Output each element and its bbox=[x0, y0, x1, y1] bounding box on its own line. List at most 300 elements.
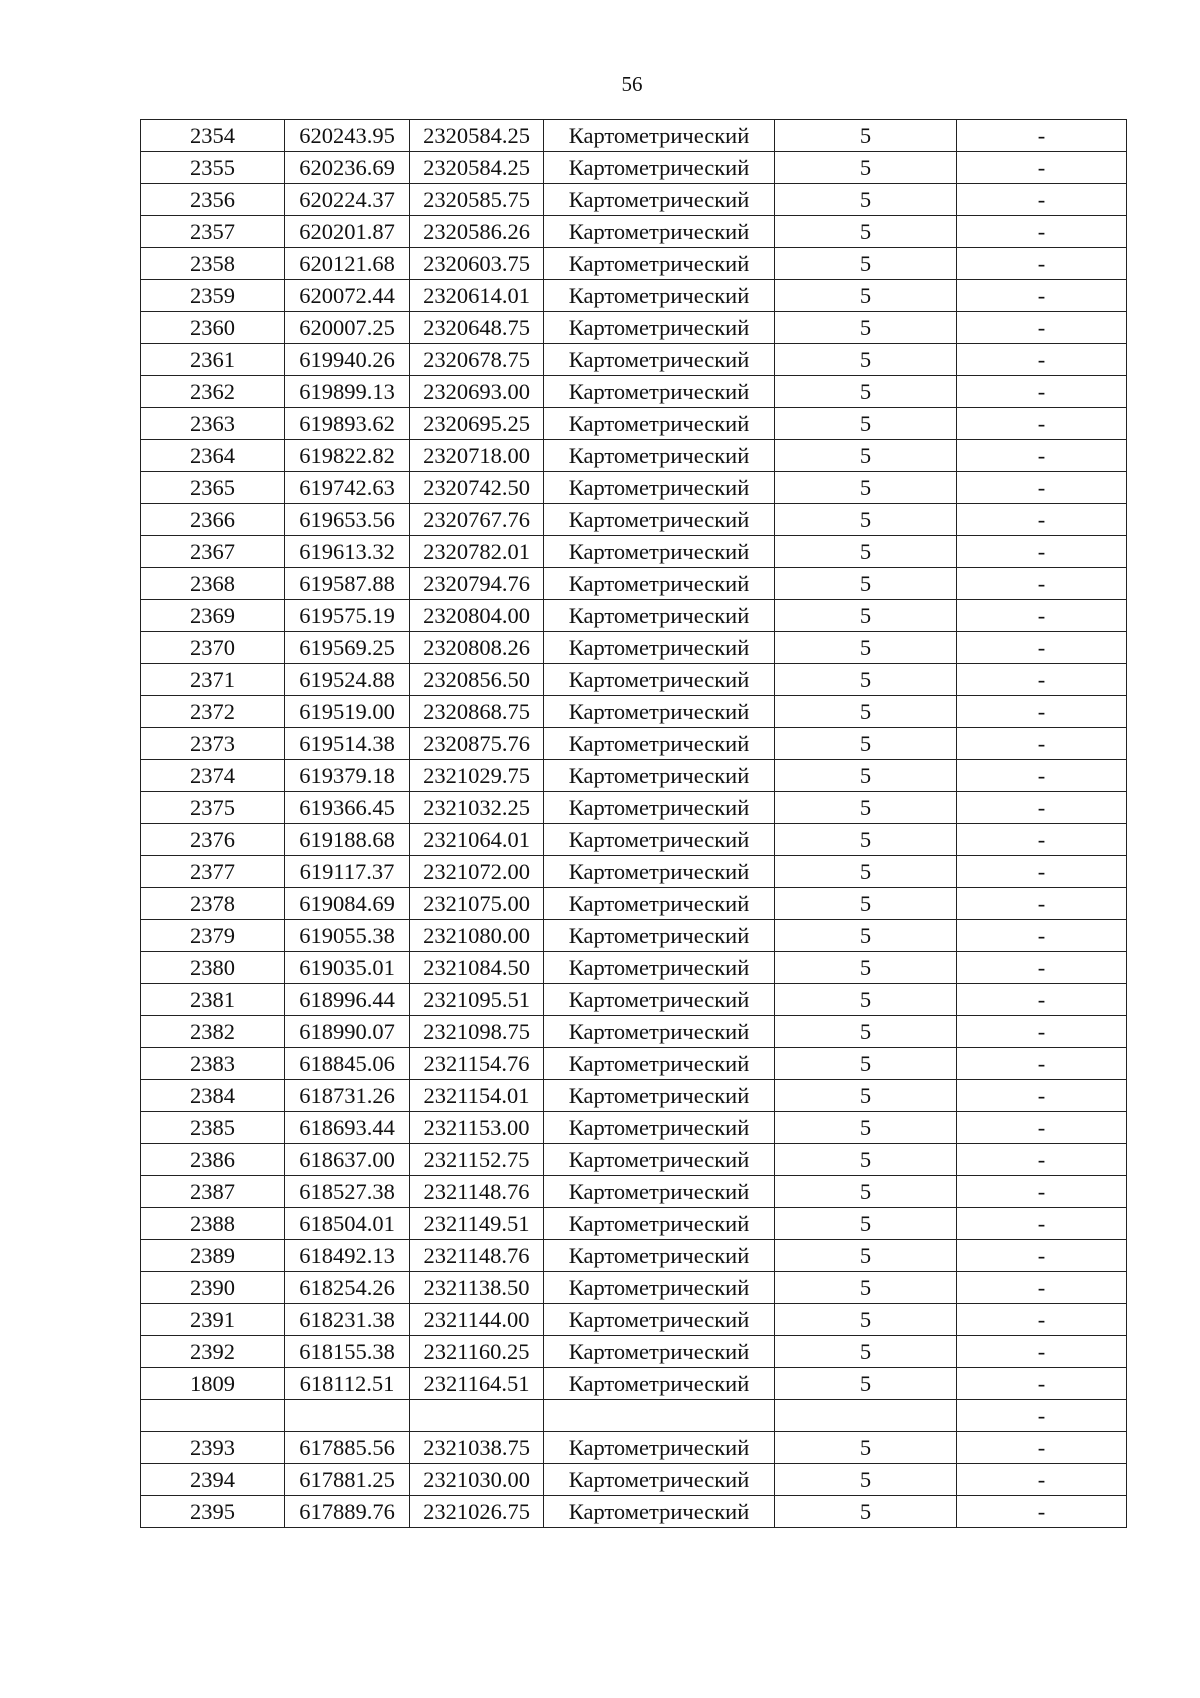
accuracy-cell: 5 bbox=[775, 1080, 957, 1112]
table-row bbox=[141, 152, 1127, 184]
table-row bbox=[141, 920, 1127, 952]
point-number-cell: 2393 bbox=[141, 1432, 285, 1464]
x-coordinate-cell: 619379.18 bbox=[285, 760, 410, 792]
y-coordinate-cell: 2320856.50 bbox=[410, 664, 544, 696]
method-cell: Картометрический bbox=[544, 1272, 775, 1304]
y-coordinate-cell: 2321080.00 bbox=[410, 920, 544, 952]
point-number-cell: 2361 bbox=[141, 344, 285, 376]
x-coordinate-cell: 618492.13 bbox=[285, 1240, 410, 1272]
coordinates-table bbox=[140, 119, 1127, 1528]
table-body bbox=[141, 120, 1127, 1528]
note-cell: - bbox=[957, 1208, 1127, 1240]
note-cell: - bbox=[957, 1400, 1127, 1432]
y-coordinate-cell: 2321095.51 bbox=[410, 984, 544, 1016]
method-cell: Картометрический bbox=[544, 632, 775, 664]
note-cell: - bbox=[957, 440, 1127, 472]
table-row bbox=[141, 1048, 1127, 1080]
point-number-cell: 2380 bbox=[141, 952, 285, 984]
table-row bbox=[141, 312, 1127, 344]
accuracy-cell: 5 bbox=[775, 440, 957, 472]
page-number: 56 bbox=[621, 72, 643, 96]
point-number-cell: 2365 bbox=[141, 472, 285, 504]
table-row bbox=[141, 120, 1127, 152]
accuracy-cell: 5 bbox=[775, 824, 957, 856]
point-number-cell: 2390 bbox=[141, 1272, 285, 1304]
accuracy-cell: 5 bbox=[775, 568, 957, 600]
x-coordinate-cell: 618693.44 bbox=[285, 1112, 410, 1144]
y-coordinate-cell: 2321149.51 bbox=[410, 1208, 544, 1240]
table-row bbox=[141, 472, 1127, 504]
point-number-cell: 2383 bbox=[141, 1048, 285, 1080]
method-cell: Картометрический bbox=[544, 152, 775, 184]
accuracy-cell: 5 bbox=[775, 312, 957, 344]
x-coordinate-cell: 619893.62 bbox=[285, 408, 410, 440]
accuracy-cell: 5 bbox=[775, 1240, 957, 1272]
accuracy-cell: 5 bbox=[775, 376, 957, 408]
table-row bbox=[141, 1496, 1127, 1528]
y-coordinate-cell: 2321098.75 bbox=[410, 1016, 544, 1048]
point-number-cell: 2389 bbox=[141, 1240, 285, 1272]
point-number-cell: 2377 bbox=[141, 856, 285, 888]
x-coordinate-cell: 619188.68 bbox=[285, 824, 410, 856]
point-number-cell: 2391 bbox=[141, 1304, 285, 1336]
note-cell: - bbox=[957, 1112, 1127, 1144]
x-coordinate-cell bbox=[285, 1400, 410, 1432]
x-coordinate-cell: 619899.13 bbox=[285, 376, 410, 408]
table-row bbox=[141, 1368, 1127, 1400]
table-row bbox=[141, 408, 1127, 440]
accuracy-cell bbox=[775, 1400, 957, 1432]
method-cell: Картометрический bbox=[544, 216, 775, 248]
method-cell: Картометрический bbox=[544, 1304, 775, 1336]
accuracy-cell: 5 bbox=[775, 1016, 957, 1048]
note-cell: - bbox=[957, 472, 1127, 504]
point-number-cell: 2376 bbox=[141, 824, 285, 856]
table-row bbox=[141, 1016, 1127, 1048]
y-coordinate-cell: 2320808.26 bbox=[410, 632, 544, 664]
x-coordinate-cell: 617885.56 bbox=[285, 1432, 410, 1464]
method-cell: Картометрический bbox=[544, 824, 775, 856]
y-coordinate-cell: 2321148.76 bbox=[410, 1176, 544, 1208]
table-row bbox=[141, 1464, 1127, 1496]
x-coordinate-cell: 618112.51 bbox=[285, 1368, 410, 1400]
x-coordinate-cell: 620072.44 bbox=[285, 280, 410, 312]
accuracy-cell: 5 bbox=[775, 248, 957, 280]
note-cell: - bbox=[957, 248, 1127, 280]
point-number-cell: 2374 bbox=[141, 760, 285, 792]
note-cell: - bbox=[957, 824, 1127, 856]
x-coordinate-cell: 619742.63 bbox=[285, 472, 410, 504]
point-number-cell bbox=[141, 1400, 285, 1432]
y-coordinate-cell bbox=[410, 1400, 544, 1432]
y-coordinate-cell: 2321164.51 bbox=[410, 1368, 544, 1400]
accuracy-cell: 5 bbox=[775, 536, 957, 568]
x-coordinate-cell: 618527.38 bbox=[285, 1176, 410, 1208]
table-row bbox=[141, 856, 1127, 888]
x-coordinate-cell: 620236.69 bbox=[285, 152, 410, 184]
method-cell: Картометрический bbox=[544, 1464, 775, 1496]
table-row bbox=[141, 1400, 1127, 1432]
y-coordinate-cell: 2320794.76 bbox=[410, 568, 544, 600]
y-coordinate-cell: 2320586.26 bbox=[410, 216, 544, 248]
y-coordinate-cell: 2321154.01 bbox=[410, 1080, 544, 1112]
table-row bbox=[141, 440, 1127, 472]
point-number-cell: 2372 bbox=[141, 696, 285, 728]
table-row bbox=[141, 504, 1127, 536]
note-cell: - bbox=[957, 952, 1127, 984]
accuracy-cell: 5 bbox=[775, 1272, 957, 1304]
table-row bbox=[141, 1080, 1127, 1112]
note-cell: - bbox=[957, 760, 1127, 792]
method-cell: Картометрический bbox=[544, 536, 775, 568]
table-row bbox=[141, 696, 1127, 728]
method-cell: Картометрический bbox=[544, 760, 775, 792]
method-cell: Картометрический bbox=[544, 1080, 775, 1112]
y-coordinate-cell: 2321072.00 bbox=[410, 856, 544, 888]
point-number-cell: 2363 bbox=[141, 408, 285, 440]
point-number-cell: 2385 bbox=[141, 1112, 285, 1144]
accuracy-cell: 5 bbox=[775, 632, 957, 664]
accuracy-cell: 5 bbox=[775, 280, 957, 312]
y-coordinate-cell: 2321029.75 bbox=[410, 760, 544, 792]
method-cell: Картометрический bbox=[544, 1112, 775, 1144]
point-number-cell: 2373 bbox=[141, 728, 285, 760]
note-cell: - bbox=[957, 632, 1127, 664]
point-number-cell: 2364 bbox=[141, 440, 285, 472]
table-row bbox=[141, 568, 1127, 600]
y-coordinate-cell: 2320804.00 bbox=[410, 600, 544, 632]
table-row bbox=[141, 664, 1127, 696]
accuracy-cell: 5 bbox=[775, 1368, 957, 1400]
method-cell: Картометрический bbox=[544, 440, 775, 472]
accuracy-cell: 5 bbox=[775, 888, 957, 920]
y-coordinate-cell: 2321152.75 bbox=[410, 1144, 544, 1176]
note-cell: - bbox=[957, 152, 1127, 184]
accuracy-cell: 5 bbox=[775, 120, 957, 152]
table-row bbox=[141, 1176, 1127, 1208]
x-coordinate-cell: 619613.32 bbox=[285, 536, 410, 568]
y-coordinate-cell: 2321153.00 bbox=[410, 1112, 544, 1144]
point-number-cell: 2392 bbox=[141, 1336, 285, 1368]
y-coordinate-cell: 2320693.00 bbox=[410, 376, 544, 408]
accuracy-cell: 5 bbox=[775, 1048, 957, 1080]
method-cell: Картометрический bbox=[544, 696, 775, 728]
y-coordinate-cell: 2320868.75 bbox=[410, 696, 544, 728]
accuracy-cell: 5 bbox=[775, 728, 957, 760]
x-coordinate-cell: 619653.56 bbox=[285, 504, 410, 536]
table-row bbox=[141, 248, 1127, 280]
note-cell: - bbox=[957, 728, 1127, 760]
point-number-cell: 2358 bbox=[141, 248, 285, 280]
x-coordinate-cell: 619940.26 bbox=[285, 344, 410, 376]
table-row bbox=[141, 888, 1127, 920]
x-coordinate-cell: 620243.95 bbox=[285, 120, 410, 152]
method-cell: Картометрический bbox=[544, 1368, 775, 1400]
x-coordinate-cell: 618996.44 bbox=[285, 984, 410, 1016]
table-row bbox=[141, 1240, 1127, 1272]
y-coordinate-cell: 2321038.75 bbox=[410, 1432, 544, 1464]
note-cell: - bbox=[957, 1464, 1127, 1496]
accuracy-cell: 5 bbox=[775, 856, 957, 888]
accuracy-cell: 5 bbox=[775, 408, 957, 440]
method-cell: Картометрический bbox=[544, 1016, 775, 1048]
y-coordinate-cell: 2321075.00 bbox=[410, 888, 544, 920]
note-cell: - bbox=[957, 1080, 1127, 1112]
accuracy-cell: 5 bbox=[775, 792, 957, 824]
note-cell: - bbox=[957, 1016, 1127, 1048]
y-coordinate-cell: 2320585.75 bbox=[410, 184, 544, 216]
note-cell: - bbox=[957, 120, 1127, 152]
accuracy-cell: 5 bbox=[775, 504, 957, 536]
note-cell: - bbox=[957, 376, 1127, 408]
method-cell: Картометрический bbox=[544, 856, 775, 888]
x-coordinate-cell: 620007.25 bbox=[285, 312, 410, 344]
accuracy-cell: 5 bbox=[775, 1144, 957, 1176]
note-cell: - bbox=[957, 1432, 1127, 1464]
x-coordinate-cell: 620224.37 bbox=[285, 184, 410, 216]
table-row bbox=[141, 376, 1127, 408]
method-cell: Картометрический bbox=[544, 1336, 775, 1368]
note-cell: - bbox=[957, 696, 1127, 728]
accuracy-cell: 5 bbox=[775, 760, 957, 792]
note-cell: - bbox=[957, 344, 1127, 376]
accuracy-cell: 5 bbox=[775, 152, 957, 184]
y-coordinate-cell: 2320742.50 bbox=[410, 472, 544, 504]
x-coordinate-cell: 618845.06 bbox=[285, 1048, 410, 1080]
method-cell bbox=[544, 1400, 775, 1432]
y-coordinate-cell: 2320767.76 bbox=[410, 504, 544, 536]
note-cell: - bbox=[957, 856, 1127, 888]
accuracy-cell: 5 bbox=[775, 696, 957, 728]
point-number-cell: 2366 bbox=[141, 504, 285, 536]
x-coordinate-cell: 619055.38 bbox=[285, 920, 410, 952]
accuracy-cell: 5 bbox=[775, 1208, 957, 1240]
method-cell: Картометрический bbox=[544, 1496, 775, 1528]
table-row bbox=[141, 600, 1127, 632]
table-row bbox=[141, 760, 1127, 792]
point-number-cell: 2382 bbox=[141, 1016, 285, 1048]
point-number-cell: 2388 bbox=[141, 1208, 285, 1240]
method-cell: Картометрический bbox=[544, 792, 775, 824]
note-cell: - bbox=[957, 1144, 1127, 1176]
method-cell: Картометрический bbox=[544, 1432, 775, 1464]
x-coordinate-cell: 619587.88 bbox=[285, 568, 410, 600]
note-cell: - bbox=[957, 920, 1127, 952]
table-row bbox=[141, 184, 1127, 216]
note-cell: - bbox=[957, 216, 1127, 248]
table-row bbox=[141, 536, 1127, 568]
method-cell: Картометрический bbox=[544, 952, 775, 984]
note-cell: - bbox=[957, 568, 1127, 600]
accuracy-cell: 5 bbox=[775, 1336, 957, 1368]
y-coordinate-cell: 2321144.00 bbox=[410, 1304, 544, 1336]
method-cell: Картометрический bbox=[544, 600, 775, 632]
point-number-cell: 2370 bbox=[141, 632, 285, 664]
note-cell: - bbox=[957, 1496, 1127, 1528]
y-coordinate-cell: 2320648.75 bbox=[410, 312, 544, 344]
method-cell: Картометрический bbox=[544, 984, 775, 1016]
point-number-cell: 2387 bbox=[141, 1176, 285, 1208]
accuracy-cell: 5 bbox=[775, 1432, 957, 1464]
point-number-cell: 2362 bbox=[141, 376, 285, 408]
accuracy-cell: 5 bbox=[775, 600, 957, 632]
table-row bbox=[141, 1304, 1127, 1336]
note-cell: - bbox=[957, 504, 1127, 536]
accuracy-cell: 5 bbox=[775, 952, 957, 984]
point-number-cell: 2369 bbox=[141, 600, 285, 632]
point-number-cell: 2359 bbox=[141, 280, 285, 312]
note-cell: - bbox=[957, 536, 1127, 568]
table-row bbox=[141, 280, 1127, 312]
note-cell: - bbox=[957, 1048, 1127, 1080]
x-coordinate-cell: 618155.38 bbox=[285, 1336, 410, 1368]
x-coordinate-cell: 618731.26 bbox=[285, 1080, 410, 1112]
point-number-cell: 2381 bbox=[141, 984, 285, 1016]
y-coordinate-cell: 2320678.75 bbox=[410, 344, 544, 376]
method-cell: Картометрический bbox=[544, 312, 775, 344]
table-row bbox=[141, 632, 1127, 664]
note-cell: - bbox=[957, 1368, 1127, 1400]
note-cell: - bbox=[957, 984, 1127, 1016]
y-coordinate-cell: 2320875.76 bbox=[410, 728, 544, 760]
accuracy-cell: 5 bbox=[775, 216, 957, 248]
method-cell: Картометрический bbox=[544, 120, 775, 152]
y-coordinate-cell: 2321030.00 bbox=[410, 1464, 544, 1496]
y-coordinate-cell: 2320614.01 bbox=[410, 280, 544, 312]
method-cell: Картометрический bbox=[544, 504, 775, 536]
table-row bbox=[141, 344, 1127, 376]
y-coordinate-cell: 2320584.25 bbox=[410, 120, 544, 152]
accuracy-cell: 5 bbox=[775, 664, 957, 696]
table-row bbox=[141, 1208, 1127, 1240]
point-number-cell: 2367 bbox=[141, 536, 285, 568]
x-coordinate-cell: 619514.38 bbox=[285, 728, 410, 760]
accuracy-cell: 5 bbox=[775, 1496, 957, 1528]
point-number-cell: 2354 bbox=[141, 120, 285, 152]
method-cell: Картометрический bbox=[544, 472, 775, 504]
accuracy-cell: 5 bbox=[775, 984, 957, 1016]
x-coordinate-cell: 619524.88 bbox=[285, 664, 410, 696]
y-coordinate-cell: 2321032.25 bbox=[410, 792, 544, 824]
note-cell: - bbox=[957, 1240, 1127, 1272]
table-row bbox=[141, 984, 1127, 1016]
table-row bbox=[141, 1112, 1127, 1144]
x-coordinate-cell: 619575.19 bbox=[285, 600, 410, 632]
point-number-cell: 2360 bbox=[141, 312, 285, 344]
method-cell: Картометрический bbox=[544, 568, 775, 600]
table-row bbox=[141, 728, 1127, 760]
note-cell: - bbox=[957, 1304, 1127, 1336]
y-coordinate-cell: 2321064.01 bbox=[410, 824, 544, 856]
method-cell: Картометрический bbox=[544, 280, 775, 312]
table-row bbox=[141, 824, 1127, 856]
y-coordinate-cell: 2321148.76 bbox=[410, 1240, 544, 1272]
point-number-cell: 2394 bbox=[141, 1464, 285, 1496]
method-cell: Картометрический bbox=[544, 920, 775, 952]
x-coordinate-cell: 618254.26 bbox=[285, 1272, 410, 1304]
y-coordinate-cell: 2321154.76 bbox=[410, 1048, 544, 1080]
point-number-cell: 2386 bbox=[141, 1144, 285, 1176]
method-cell: Картометрический bbox=[544, 888, 775, 920]
x-coordinate-cell: 618990.07 bbox=[285, 1016, 410, 1048]
method-cell: Картометрический bbox=[544, 1208, 775, 1240]
point-number-cell: 2379 bbox=[141, 920, 285, 952]
x-coordinate-cell: 620201.87 bbox=[285, 216, 410, 248]
accuracy-cell: 5 bbox=[775, 1304, 957, 1336]
x-coordinate-cell: 617889.76 bbox=[285, 1496, 410, 1528]
x-coordinate-cell: 618504.01 bbox=[285, 1208, 410, 1240]
x-coordinate-cell: 617881.25 bbox=[285, 1464, 410, 1496]
point-number-cell: 2384 bbox=[141, 1080, 285, 1112]
table-row bbox=[141, 1336, 1127, 1368]
x-coordinate-cell: 619569.25 bbox=[285, 632, 410, 664]
x-coordinate-cell: 618637.00 bbox=[285, 1144, 410, 1176]
table-row bbox=[141, 792, 1127, 824]
point-number-cell: 2371 bbox=[141, 664, 285, 696]
table-row bbox=[141, 1432, 1127, 1464]
table-row bbox=[141, 1144, 1127, 1176]
method-cell: Картометрический bbox=[544, 1176, 775, 1208]
note-cell: - bbox=[957, 1272, 1127, 1304]
point-number-cell: 2357 bbox=[141, 216, 285, 248]
point-number-cell: 2355 bbox=[141, 152, 285, 184]
method-cell: Картометрический bbox=[544, 344, 775, 376]
y-coordinate-cell: 2320782.01 bbox=[410, 536, 544, 568]
method-cell: Картометрический bbox=[544, 376, 775, 408]
accuracy-cell: 5 bbox=[775, 920, 957, 952]
table-row bbox=[141, 952, 1127, 984]
method-cell: Картометрический bbox=[544, 1048, 775, 1080]
accuracy-cell: 5 bbox=[775, 1464, 957, 1496]
point-number-cell: 2356 bbox=[141, 184, 285, 216]
y-coordinate-cell: 2320695.25 bbox=[410, 408, 544, 440]
x-coordinate-cell: 620121.68 bbox=[285, 248, 410, 280]
point-number-cell: 2378 bbox=[141, 888, 285, 920]
note-cell: - bbox=[957, 184, 1127, 216]
point-number-cell: 2395 bbox=[141, 1496, 285, 1528]
point-number-cell: 1809 bbox=[141, 1368, 285, 1400]
method-cell: Картометрический bbox=[544, 184, 775, 216]
note-cell: - bbox=[957, 792, 1127, 824]
method-cell: Картометрический bbox=[544, 248, 775, 280]
note-cell: - bbox=[957, 600, 1127, 632]
accuracy-cell: 5 bbox=[775, 1112, 957, 1144]
note-cell: - bbox=[957, 1336, 1127, 1368]
method-cell: Картометрический bbox=[544, 1240, 775, 1272]
y-coordinate-cell: 2321138.50 bbox=[410, 1272, 544, 1304]
method-cell: Картометрический bbox=[544, 664, 775, 696]
table-row bbox=[141, 1272, 1127, 1304]
x-coordinate-cell: 619366.45 bbox=[285, 792, 410, 824]
note-cell: - bbox=[957, 408, 1127, 440]
x-coordinate-cell: 619035.01 bbox=[285, 952, 410, 984]
y-coordinate-cell: 2320718.00 bbox=[410, 440, 544, 472]
y-coordinate-cell: 2321026.75 bbox=[410, 1496, 544, 1528]
method-cell: Картометрический bbox=[544, 408, 775, 440]
method-cell: Картометрический bbox=[544, 728, 775, 760]
x-coordinate-cell: 618231.38 bbox=[285, 1304, 410, 1336]
y-coordinate-cell: 2321084.50 bbox=[410, 952, 544, 984]
x-coordinate-cell: 619519.00 bbox=[285, 696, 410, 728]
y-coordinate-cell: 2320603.75 bbox=[410, 248, 544, 280]
y-coordinate-cell: 2321160.25 bbox=[410, 1336, 544, 1368]
accuracy-cell: 5 bbox=[775, 184, 957, 216]
x-coordinate-cell: 619822.82 bbox=[285, 440, 410, 472]
method-cell: Картометрический bbox=[544, 1144, 775, 1176]
table-row bbox=[141, 216, 1127, 248]
accuracy-cell: 5 bbox=[775, 472, 957, 504]
x-coordinate-cell: 619117.37 bbox=[285, 856, 410, 888]
